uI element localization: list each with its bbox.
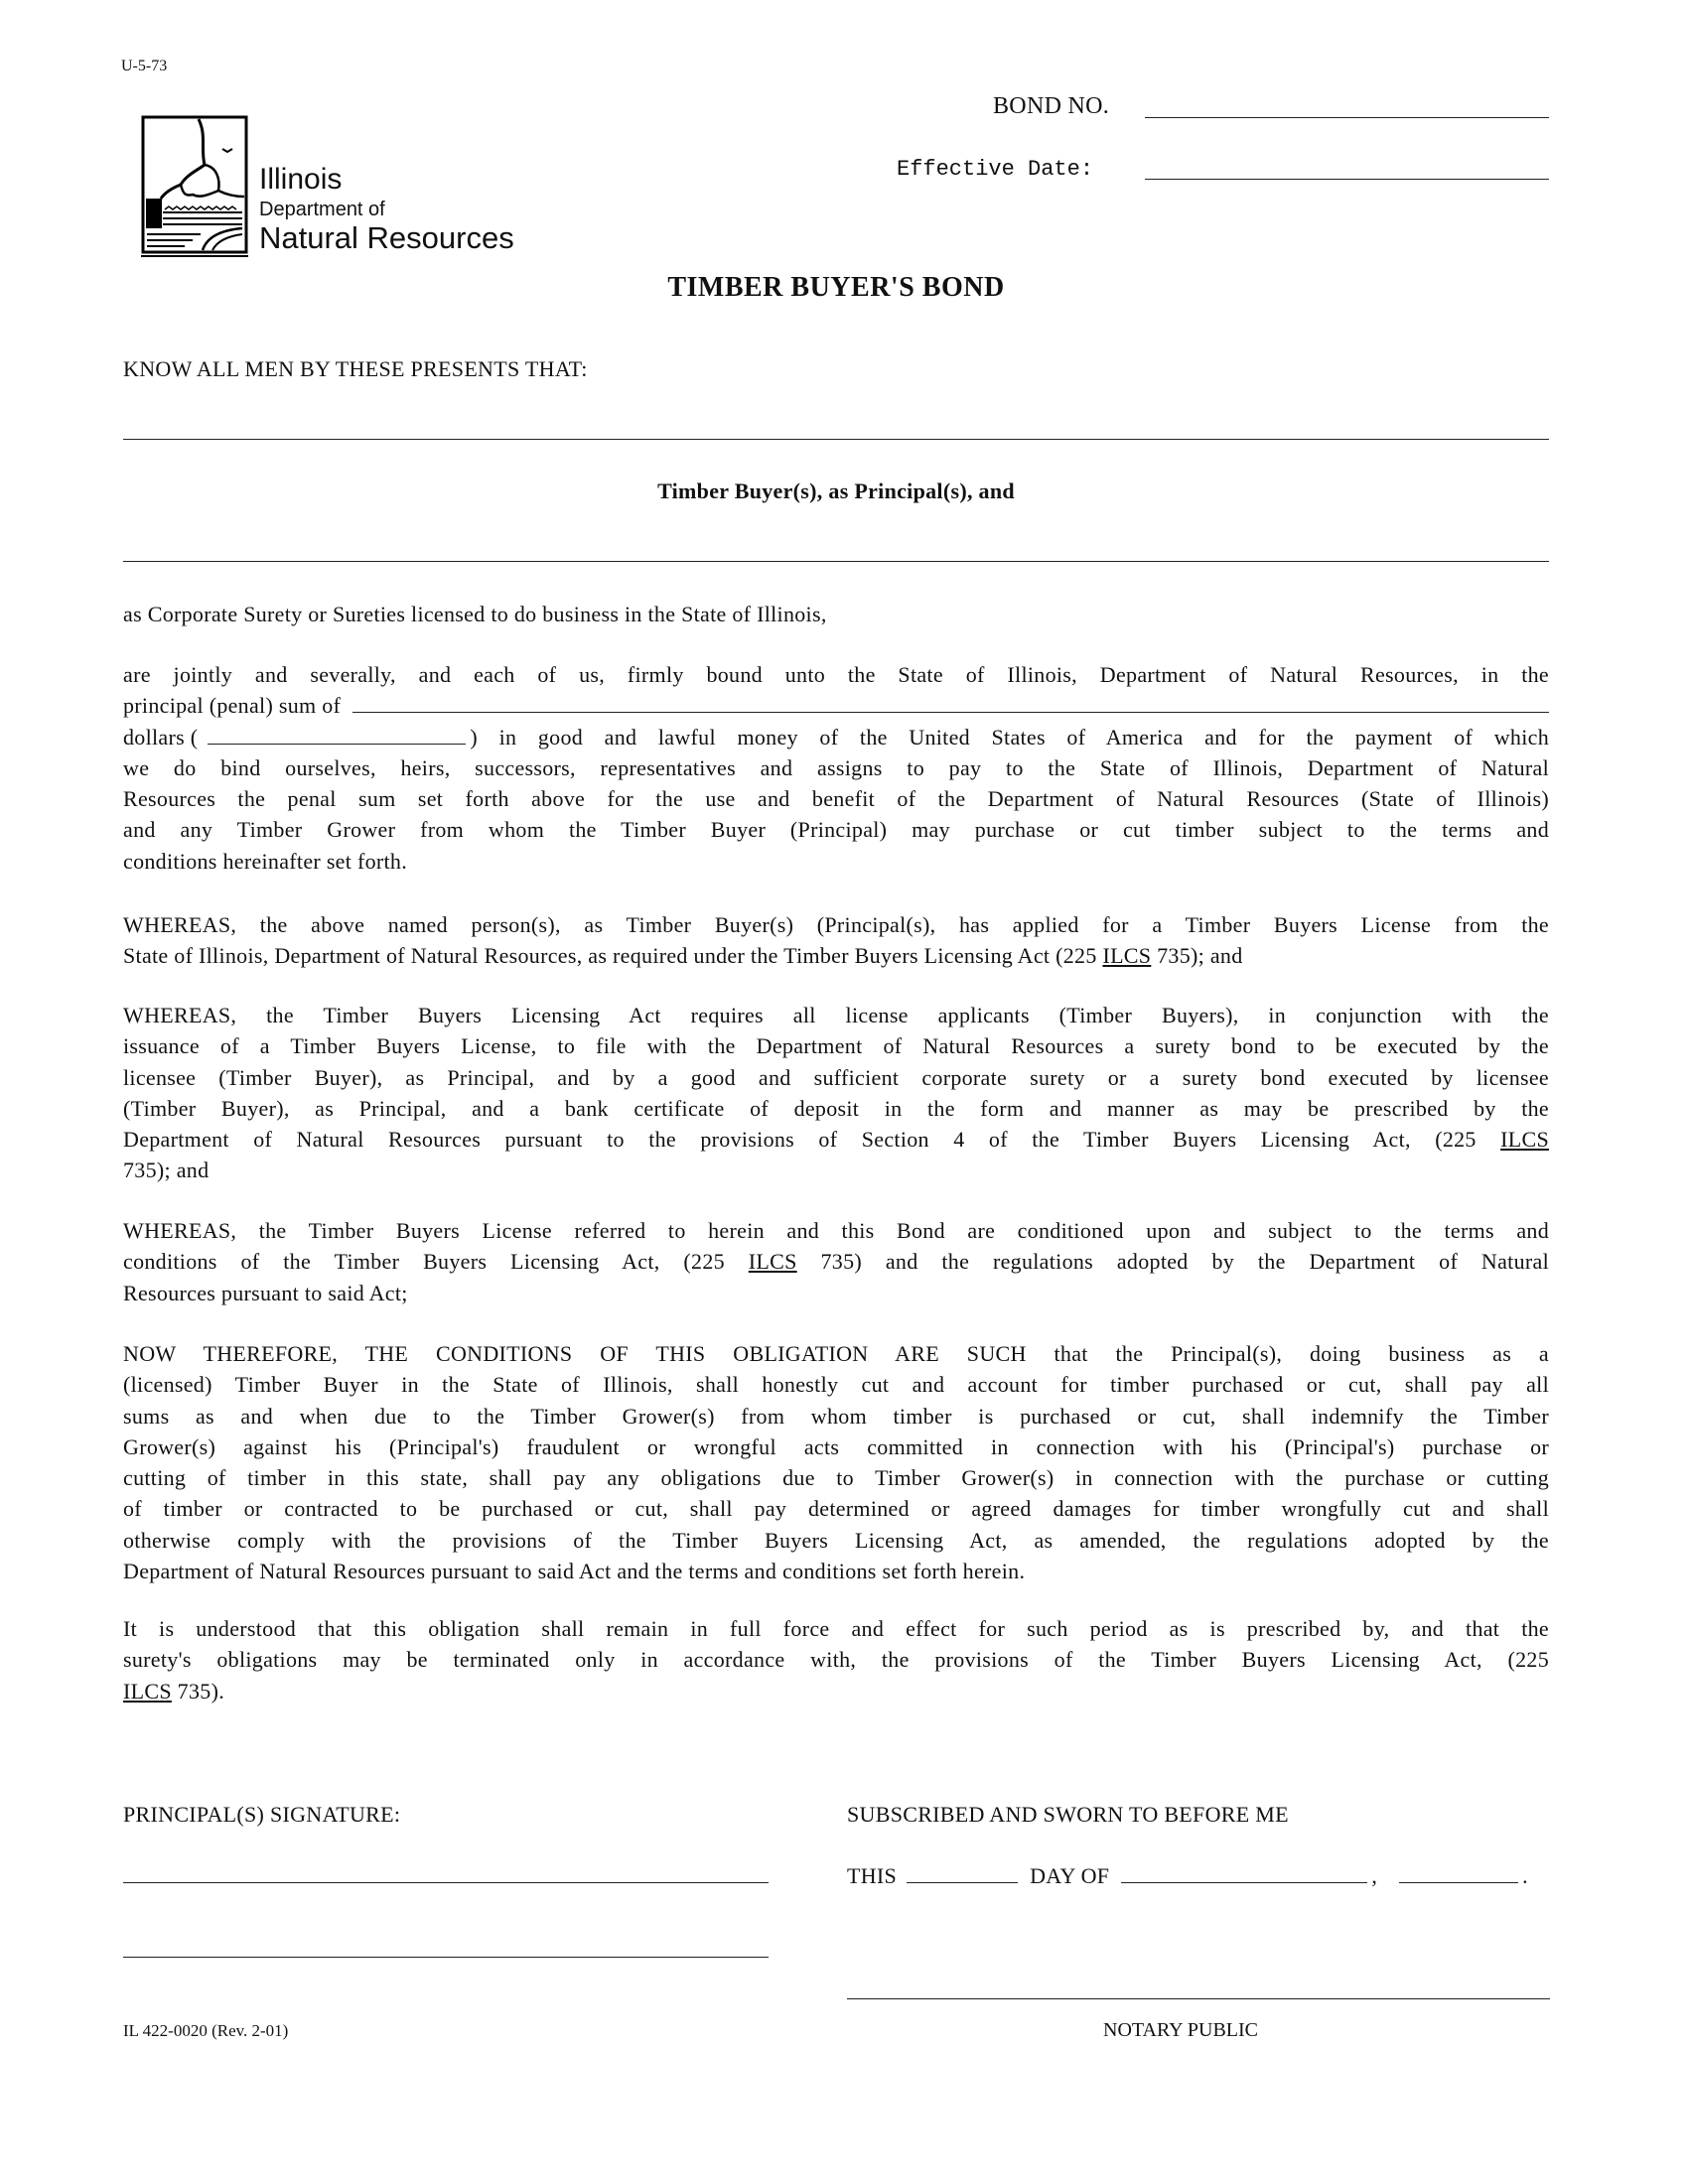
whereas-paragraph-2 (123, 1000, 1549, 1186)
paragraph-text: sums as and when due to the Timber Grower(s) from whom timber is purchased or cut, shall indemnify the Timber (123, 1403, 1549, 1429)
paragraph-text: Department of Natural Resources pursuant to said Act and the terms and conditions set forth herein. (123, 1559, 1026, 1584)
paragraph-text: NOW THEREFORE, THE CONDITIONS OF THIS OBLIGATION ARE SUCH that the Principal(s), doing business as a (123, 1341, 1549, 1366)
paragraph-text: Resources pursuant to said Act; (123, 1280, 408, 1305)
paragraph-text: cutting of timber in this state, shall pay any obligations due to Timber Grower(s) in connection with the purchase or cutting (123, 1465, 1549, 1491)
intro-text: KNOW ALL MEN BY THESE PRESENTS THAT: (123, 356, 588, 381)
paragraph-text: surety's obligations may be terminated only in accordance with, the provisions of the Timber Buyers Licensing Act, (225 (123, 1647, 1549, 1673)
paragraph-line (123, 1093, 1549, 1124)
notary-public-label: NOTARY PUBLIC (1103, 2019, 1259, 2041)
day-field[interactable] (907, 1860, 1018, 1883)
dollars-open-label: dollars ( (123, 724, 199, 750)
period: . (1522, 1863, 1528, 1888)
penal-sum-line (123, 690, 1549, 721)
principal-signature-field-1[interactable] (123, 1882, 769, 1883)
paragraph-line (123, 909, 1549, 940)
paragraph-line (123, 1644, 1549, 1675)
principal-name-field[interactable] (123, 439, 1549, 440)
bond-no-field[interactable] (1145, 117, 1549, 118)
paragraph-line: are jointly and severally, and each of us, firmly bound unto the State of Illinois, Department of Natural Resources, in the (123, 662, 1549, 687)
paragraph-line (123, 1215, 1549, 1246)
paragraph-line (123, 1676, 1549, 1706)
idnr-logo (141, 115, 538, 259)
paragraph-line (123, 1030, 1549, 1061)
paragraph-text: 735); and (1151, 943, 1243, 969)
comma: , (1371, 1863, 1378, 1888)
form-code: U-5-73 (121, 58, 168, 74)
paragraph-text: WHEREAS, the Timber Buyers License referred to herein and this Bond are conditioned upon and subject to the terms and (123, 1218, 1549, 1243)
effective-date-field[interactable] (1145, 179, 1549, 180)
paragraph-text: issuance of a Timber Buyers License, to file with the Department of Natural Resources a surety bond to be executed by the (123, 1033, 1549, 1059)
effective-date-label: Effective Date: (897, 157, 1094, 182)
paragraph-line (123, 1278, 1549, 1308)
penal-sum-amount-field[interactable] (208, 722, 466, 745)
month-field[interactable] (1121, 1860, 1367, 1883)
understood-paragraph (123, 1613, 1549, 1706)
paragraph-text: (Timber Buyer), as Principal, and a bank certificate of deposit in the form and manner as may be prescribed by the (123, 1095, 1549, 1121)
paragraph-line: we do bind ourselves, heirs, successors, representatives and assigns to pay to the State of Illinois, Department of Natural (123, 754, 1549, 780)
paragraph-line (123, 940, 1549, 971)
bound-paragraph (123, 659, 1549, 877)
logo-department-of: Department of (259, 199, 385, 220)
whereas-paragraph-1 (123, 909, 1549, 972)
paragraph-line (123, 1613, 1549, 1644)
paragraph-text: conditions of the Timber Buyers Licensing Act, (225 (123, 1249, 749, 1275)
paragraph-line (123, 1556, 1549, 1586)
paragraph-line: and any Timber Grower from whom the Timber Buyer (Principal) may purchase or cut timber subject to the terms and (123, 817, 1549, 843)
dollars-close-label: ) in good and lawful money of the United States of America and for the payment of which (470, 724, 1549, 750)
paragraph-text: (licensed) Timber Buyer in the State of Illinois, shall honestly cut and account for timber purchased or cut, shall pay all (123, 1372, 1549, 1398)
paragraph-line (123, 1369, 1549, 1400)
ilcs-reference: ILCS (1102, 943, 1152, 969)
ilcs-reference: ILCS (123, 1678, 172, 1704)
paragraph-line (123, 1338, 1549, 1369)
paragraph-text: Grower(s) against his (Principal's) fraudulent or wrongful acts committed in connection with his (Principal's) purchase or (123, 1433, 1549, 1459)
principal-signature-field-2[interactable] (123, 1957, 769, 1958)
notary-signature-field[interactable] (847, 1998, 1550, 1999)
paragraph-line (123, 1000, 1549, 1030)
year-field[interactable] (1399, 1860, 1518, 1883)
paragraph-text: 735). (171, 1678, 225, 1704)
paragraph-line (123, 1124, 1549, 1155)
ilcs-reference: ILCS (1500, 1127, 1549, 1153)
this-label: THIS (847, 1863, 898, 1888)
paragraph-text: otherwise comply with the provisions of the Timber Buyers Licensing Act, as amended, the regulations adopted by the (123, 1527, 1549, 1553)
penal-sum-words-field[interactable] (352, 690, 1549, 713)
paragraph-line (123, 1401, 1549, 1432)
paragraph-line: conditions hereinafter set forth. (123, 848, 408, 874)
paragraph-text: of timber or contracted to be purchased or cut, shall pay determined or agreed damages for timber wrongfully cut and shall (123, 1496, 1549, 1522)
surety-name-field[interactable] (123, 561, 1549, 562)
paragraph-line (123, 1493, 1549, 1524)
dollars-line (123, 722, 1549, 752)
paragraph-line (123, 1525, 1549, 1556)
paragraph-text: WHEREAS, the Timber Buyers Licensing Act requires all license applicants (Timber Buyers), in conjunction with the (123, 1003, 1549, 1027)
paragraph-text: WHEREAS, the above named person(s), as Timber Buyer(s) (Principal(s), has applied for a Timber Buyers License from the (123, 912, 1549, 937)
paragraph-line: Resources the penal sum set forth above for the use and benefit of the Department of Natural Resources (State of Illinois) (123, 786, 1549, 812)
paragraph-text: 735) and the regulations adopted by the Department of Natural (796, 1249, 1549, 1275)
principal-label: Timber Buyer(s), as Principal(s), and (657, 478, 1015, 503)
notary-date-line (847, 1860, 1528, 1891)
subscribed-label: SUBSCRIBED AND SWORN TO BEFORE ME (847, 1802, 1289, 1827)
paragraph-line (123, 1432, 1549, 1462)
paragraph-line (123, 1246, 1549, 1277)
idnr-emblem-icon (141, 115, 248, 258)
paragraph-text: State of Illinois, Department of Natural Resources, as required under the Timber Buyers Licensing Act (225 (123, 943, 1103, 969)
paragraph-text: It is understood that this obligation shall remain in full force and effect for such period as is prescribed by, and that the (123, 1616, 1549, 1641)
paragraph-line (123, 1062, 1549, 1093)
logo-natural-resources: Natural Resources (259, 220, 514, 255)
paragraph-text: Department of Natural Resources pursuant to the provisions of Section 4 of the Timber Buyers Licensing Act, (225 (123, 1127, 1501, 1153)
whereas-paragraph-3 (123, 1215, 1549, 1308)
surety-line: as Corporate Surety or Sureties licensed to do business in the State of Illinois, (123, 602, 827, 626)
principal-signature-label: PRINCIPAL(S) SIGNATURE: (123, 1802, 401, 1827)
paragraph-line (123, 1155, 1549, 1185)
footer-form-code: IL 422-0020 (Rev. 2-01) (123, 2021, 289, 2040)
penal-sum-label: principal (penal) sum of (123, 693, 342, 719)
paragraph-text: 735); and (123, 1158, 210, 1183)
logo-illinois: Illinois (259, 163, 343, 196)
now-therefore-paragraph (123, 1338, 1549, 1586)
bond-no-label: BOND NO. (993, 93, 1110, 119)
paragraph-text: licensee (Timber Buyer), as Principal, and by a good and sufficient corporate surety or a surety bond executed by licensee (123, 1064, 1549, 1090)
ilcs-reference: ILCS (748, 1249, 797, 1275)
page-title: TIMBER BUYER'S BOND (667, 272, 1005, 303)
day-of-label: DAY OF (1030, 1863, 1110, 1888)
paragraph-line (123, 1462, 1549, 1493)
